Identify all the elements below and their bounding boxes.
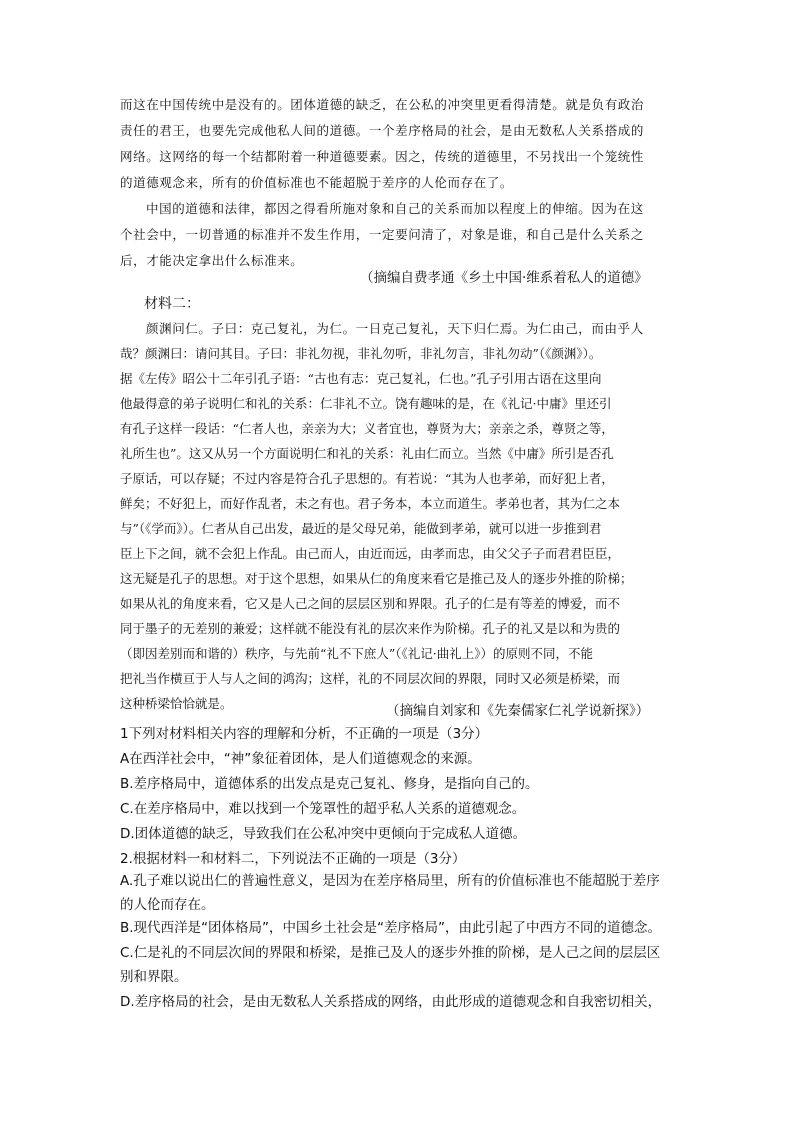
question-2-option-b: B.现代西洋是“团体格局”，中国乡土社会是“差序格局”，由此引起了中西方不同的道德念。 [120, 920, 662, 936]
material1-line: 中国的道德和法律，都因之得看所施对象和自己的关系而加以程度上的伸缩。因为在这 [146, 201, 644, 216]
question-1-option-a: A在西洋社会中，“神”象征着团体，是人们道德观念的来源。 [120, 751, 481, 767]
material2-line: 如果从礼的角度来看，它又是人己之间的层层区别和界限。孔子的仁是有等差的博爱，而不 [120, 596, 621, 611]
question-1-option-c: C.在差序格局中，难以找到一个笼罩性的超乎私人关系的道德观念。 [120, 801, 526, 817]
material2-line: 同于墨子的无差别的兼爱；这样就不能没有礼的层次来作为阶梯。孔子的礼又是以和为贵的 [120, 621, 621, 636]
material2-line: 与”（《学而》）。仁者从自己出发，最近的是父母兄弟，能做到孝弟，就可以进一步推到君 [120, 521, 602, 536]
question-2-option-a-cont: 的人伦而存在。 [120, 897, 215, 913]
material2-line: 子原话，可以存疑；不过内容是符合孔子思想的。有若说：“其为人也孝弟，而好犯上者， [120, 471, 614, 486]
material2-line: 有孔子这样一段话：“仁者人也，亲亲为大；义者宜也，尊贤为大；亲亲之杀，尊贤之等， [120, 421, 614, 436]
material1-line: 后，才能决定拿出什么标准来。 [120, 253, 304, 268]
material2-line: 把礼当作横亘于人与人之间的鸿沟；这样，礼的不同层次间的界限，同时又必须是桥梁，而 [120, 671, 621, 686]
material1-line: 网络。这网络的每一个结都附着一种道德要素。因之，传统的道德里，不另找出一个笼统性 [120, 149, 645, 164]
material2-line: 礼所生也”。这又从另一个方面说明仁和礼的关系：礼由仁而立。当然《中庸》所引是否孔 [120, 446, 614, 461]
question-1-stem: 1下列对材料相关内容的理解和分析，不正确的一项是（3分） [120, 726, 489, 742]
material2-line: 据《左传》昭公十二年引孔子语：“古也有志：克己复礼，仁也。”孔子引用古语在这里向 [120, 371, 602, 386]
question-1-option-d: D.团体道德的缺乏，导致我们在公私冲突中更倾向于完成私人道德。 [120, 826, 527, 842]
material2-line: 臣上下之间，就不会犯上作乱。由己而人，由近而远，由孝而忠，由父父子子而君君臣臣， [120, 546, 621, 561]
material2-line: 鲜矣；不好犯上，而好作乱者，未之有也。君子务本，本立而道生。孝弟也者，其为仁之本 [120, 496, 621, 511]
question-2-option-a: A.孔子难以说出仁的普遍性意义，是因为在差序格局里，所有的价值标准也不能超脱于差序 [120, 873, 660, 889]
material2-source: （摘编自刘家和《先秦儒家仁礼学说新探》） [386, 703, 650, 719]
material2-line: 这种桥梁恰恰就是。 [120, 696, 233, 711]
question-2-option-c-cont: 别和界限。 [120, 969, 188, 985]
material2-line: 这无疑是孔子的思想。对于这个思想，如果从仁的角度来看它是推己及人的逐步外推的阶梯； [120, 571, 633, 586]
material1-line: 的道德观念来，所有的价值标准也不能超脱于差序的人伦而存在了。 [120, 175, 514, 190]
question-2-option-c: C.仁是礼的不同层次间的界限和桥梁，是推己及人的逐步外推的阶梯，是人己之间的层层区 [120, 945, 661, 961]
material2-line: 哉？颜渊曰：请问其目。子曰：非礼勿视，非礼勿听，非礼勿言，非礼勿动”（《颜渊》）。 [120, 346, 602, 361]
question-2-option-d: D.差序格局的社会，是由无数私人关系搭成的网络，由此形成的道德观念和自我密切相关， [120, 994, 662, 1010]
material1-line: 而这在中国传统中是没有的。团体道德的缺乏，在公私的冲突里更看得清楚。就是负有政治 [120, 97, 645, 112]
material2-line: 他最得意的弟子说明仁和礼的关系：仁非礼不立。饶有趣味的是，在《礼记·中庸》里还引 [120, 396, 612, 411]
material2-line: 颜渊问仁。子曰：克己复礼，为仁。一日克己复礼，天下归仁焉。为仁由己，而由乎人 [146, 321, 644, 336]
material2-heading: 材料二： [144, 296, 200, 312]
material1-line: 个社会中，一切普通的标准并不发生作用，一定要问清了，对象是谁，和自己是什么关系之 [120, 227, 645, 242]
material2-line: （即因差别而和谐的）秩序，与先前“礼不下庶人”（《礼记·曲礼上》）的原则不同，不能 [120, 646, 594, 661]
material1-line: 责任的君王，也要先完成他私人间的道德。一个差序格局的社会，是由无数私人关系搭成的 [120, 123, 645, 138]
question-1-option-b: B.差序格局中，道德体系的出发点是克己复礼、修身，是指向自己的。 [120, 776, 539, 792]
material1-source: （摘编自费孝通《乡土中国·维系着私人的道德》 [360, 270, 648, 286]
question-2-stem: 2.根据材料一和材料二，下列说法不正确的一项是（3分） [120, 851, 466, 867]
